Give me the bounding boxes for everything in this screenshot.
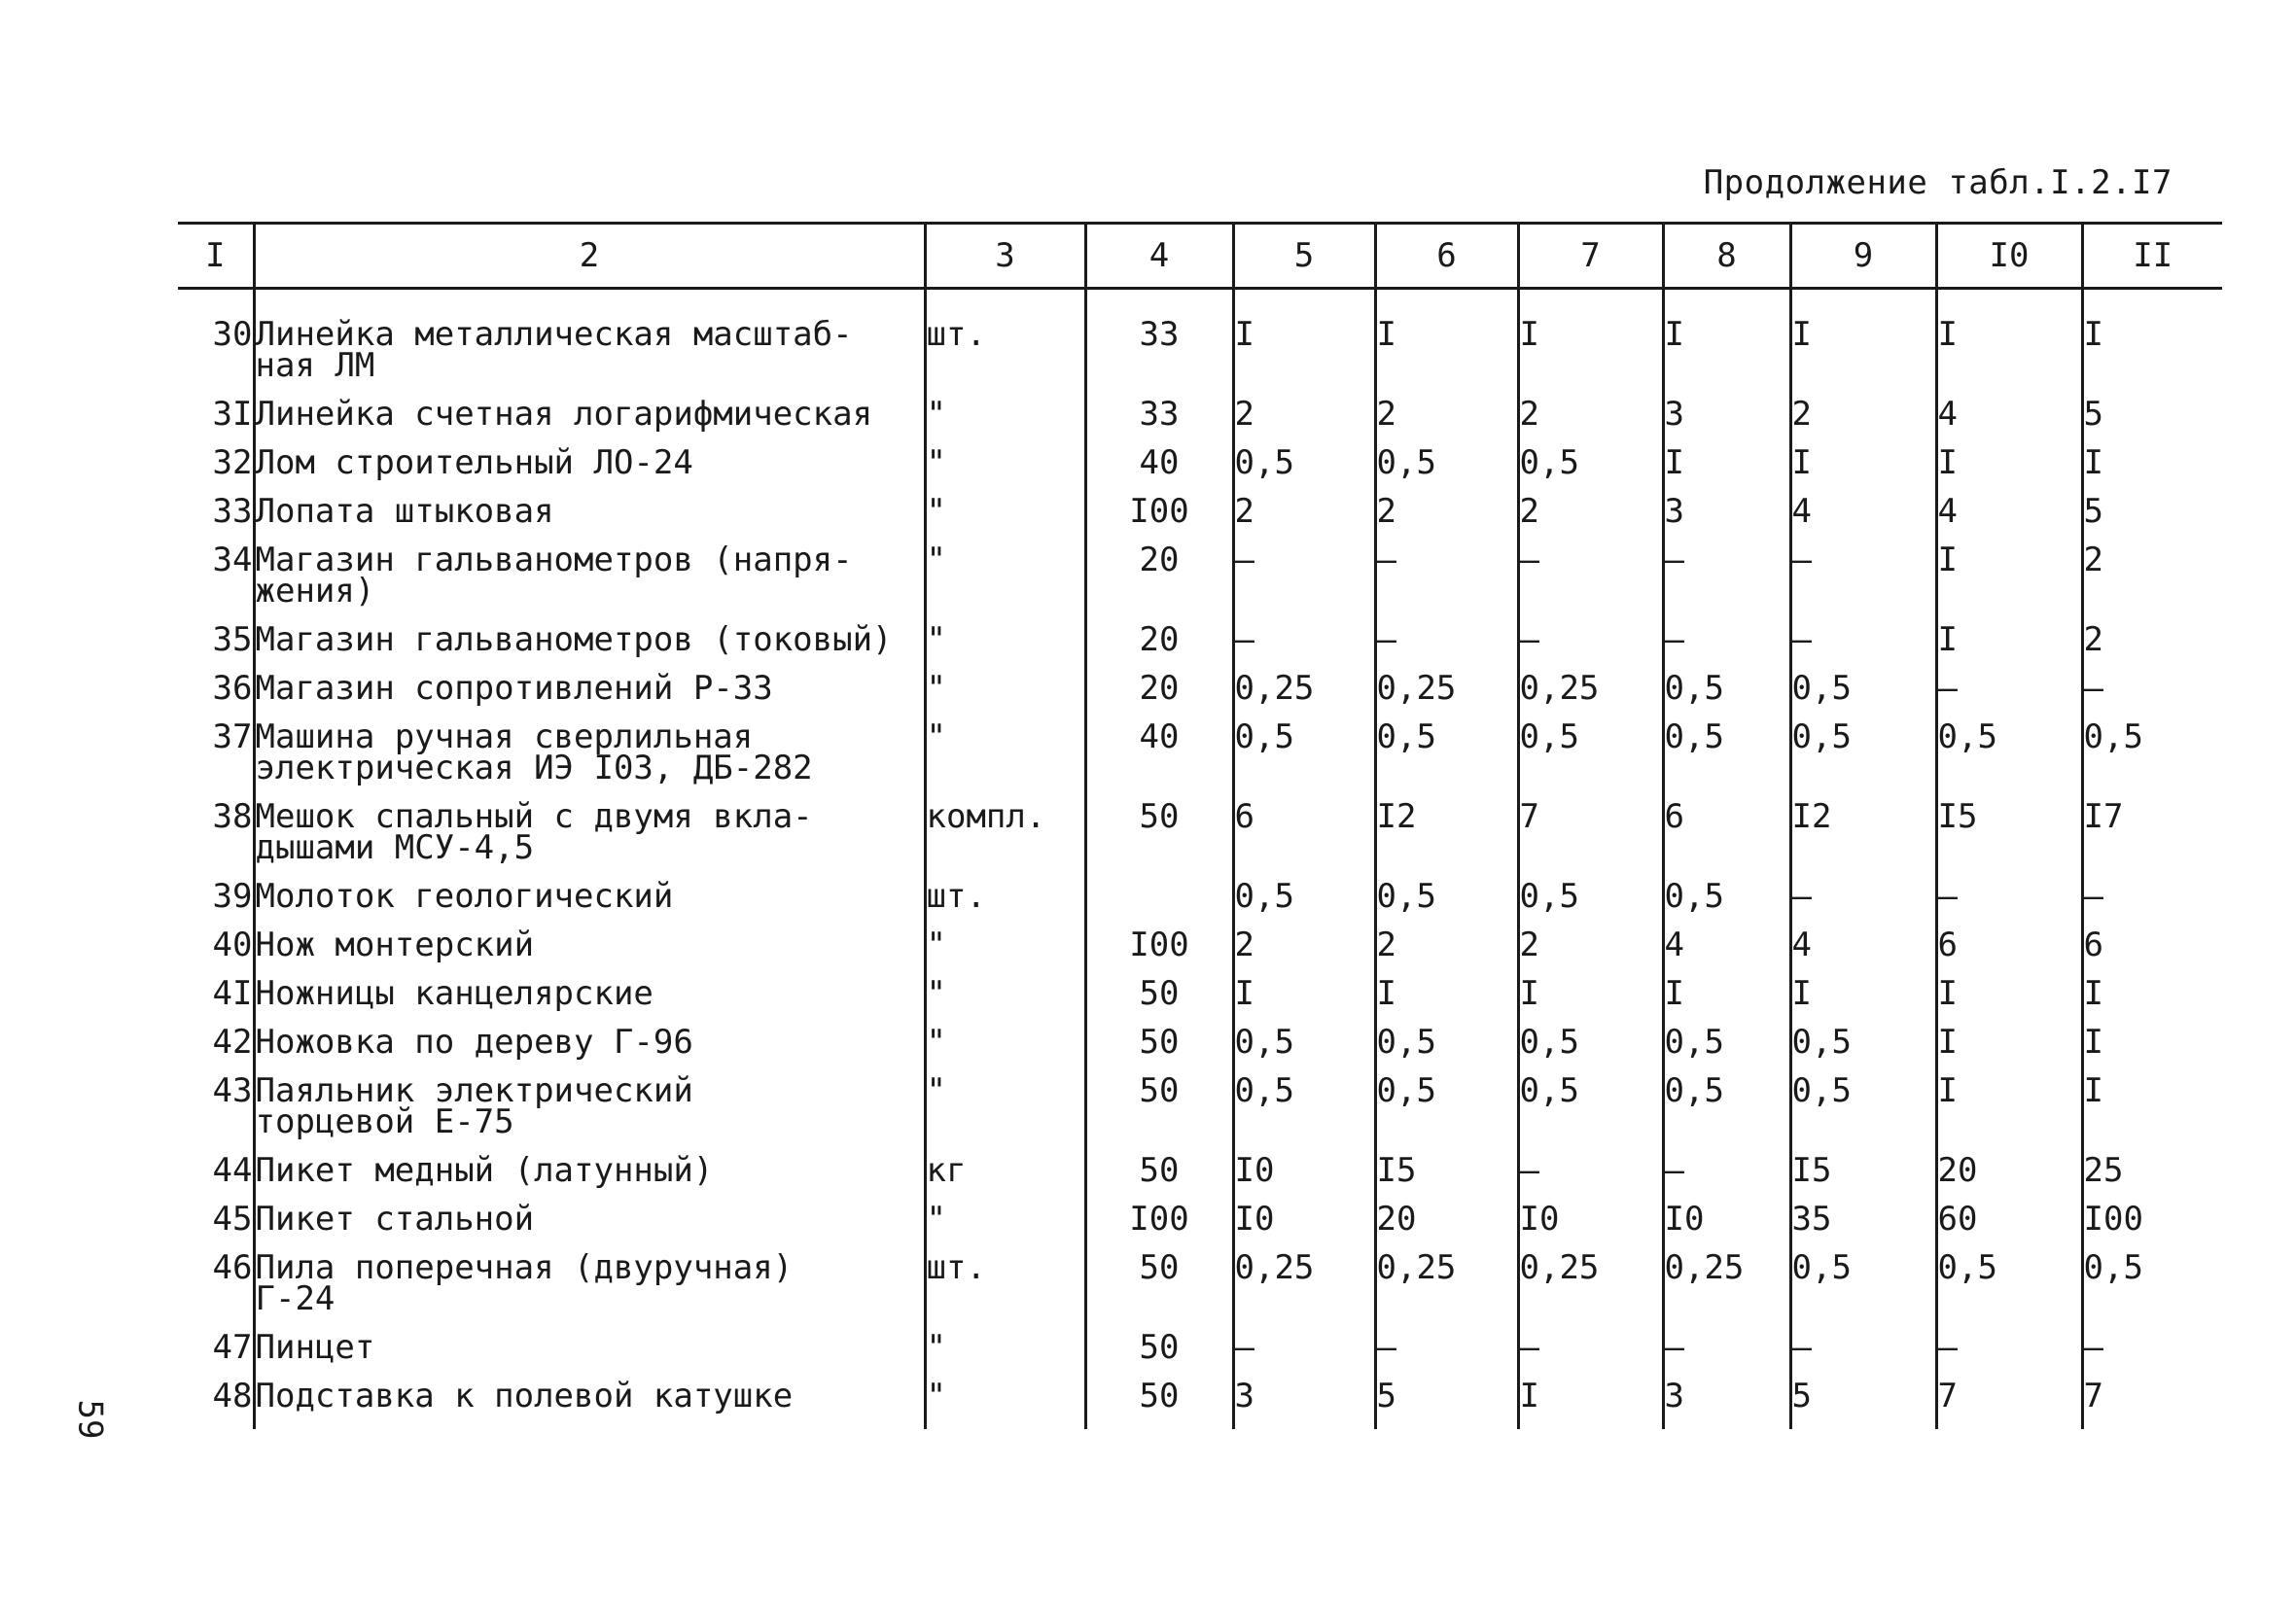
column-header-1: I <box>178 224 254 289</box>
item-name: Лом строительный ЛО-24 <box>254 447 925 496</box>
table-row <box>178 1252 2222 1332</box>
unit: " <box>925 1027 1085 1075</box>
column-header-4: 4 <box>1085 224 1233 289</box>
qty-col-10: 4 <box>1936 399 2082 447</box>
item-name: Молоток геологический <box>254 881 925 929</box>
qty-col-10: 60 <box>1936 1204 2082 1252</box>
qty-col-7: 0,25 <box>1518 673 1663 721</box>
qty-col-11: – <box>2082 881 2222 929</box>
qty-col-8: – <box>1663 1155 1790 1204</box>
qty-col-9: 0,5 <box>1790 1252 1936 1332</box>
qty-col-6: 0,5 <box>1375 447 1518 496</box>
norm-column-4: 50 <box>1085 1380 1233 1429</box>
row-number: 44 <box>212 1151 253 1190</box>
qty-col-11: 2 <box>2082 624 2222 673</box>
unit: " <box>925 496 1085 544</box>
unit: шт. <box>925 881 1085 929</box>
qty-col-5: 2 <box>1233 496 1375 544</box>
item-name: Лопата штыковая <box>254 496 925 544</box>
item-name: Линейка счетная логарифмическая <box>254 399 925 447</box>
norm-column-4: 40 <box>1085 721 1233 801</box>
qty-col-10: 6 <box>1936 929 2082 978</box>
table-row <box>178 447 2222 496</box>
qty-col-7: – <box>1518 624 1663 673</box>
qty-col-5: I0 <box>1233 1204 1375 1252</box>
row-number: 46 <box>212 1248 253 1287</box>
qty-col-5: – <box>1233 544 1375 624</box>
norm-column-4 <box>1085 881 1233 929</box>
column-header-7: 7 <box>1518 224 1663 289</box>
item-name: Нож монтерский <box>254 929 925 978</box>
unit: " <box>925 1075 1085 1155</box>
qty-col-10: I <box>1936 447 2082 496</box>
row-number: 4I <box>212 974 253 1013</box>
unit: " <box>925 978 1085 1027</box>
qty-col-10: I5 <box>1936 801 2082 881</box>
qty-col-7: 0,5 <box>1518 1075 1663 1155</box>
qty-col-10: – <box>1936 1332 2082 1380</box>
qty-col-9: 0,5 <box>1790 721 1936 801</box>
qty-col-7: I <box>1518 289 1663 400</box>
table-row <box>178 289 2222 400</box>
qty-col-5: 0,25 <box>1233 673 1375 721</box>
qty-col-10: 20 <box>1936 1155 2082 1204</box>
qty-col-11: 0,5 <box>2082 721 2222 801</box>
table-row <box>178 1332 2222 1380</box>
unit: " <box>925 624 1085 673</box>
qty-col-9: I5 <box>1790 1155 1936 1204</box>
unit: " <box>925 1380 1085 1429</box>
qty-col-11: I <box>2082 289 2222 400</box>
qty-col-7: I0 <box>1518 1204 1663 1252</box>
row-number: 35 <box>212 620 253 659</box>
table-header-row <box>178 224 2222 289</box>
row-number: 30 <box>212 315 253 354</box>
item-name: Магазин сопротивлений Р-33 <box>254 673 925 721</box>
unit: компл. <box>925 801 1085 881</box>
row-number: 32 <box>212 443 253 482</box>
qty-col-8: – <box>1663 624 1790 673</box>
qty-col-9: I2 <box>1790 801 1936 881</box>
norm-column-4: 50 <box>1085 1075 1233 1155</box>
item-name: Магазин гальванометров (токовый) <box>254 624 925 673</box>
qty-col-10: I <box>1936 978 2082 1027</box>
qty-col-6: I2 <box>1375 801 1518 881</box>
qty-col-7: 0,5 <box>1518 881 1663 929</box>
column-header-10: I0 <box>1936 224 2082 289</box>
qty-col-11: I <box>2082 1075 2222 1155</box>
norm-column-4: 50 <box>1085 1332 1233 1380</box>
qty-col-5: I0 <box>1233 1155 1375 1204</box>
qty-col-6: – <box>1375 1332 1518 1380</box>
table-row <box>178 881 2222 929</box>
column-header-3: 3 <box>925 224 1085 289</box>
norm-column-4: 33 <box>1085 289 1233 400</box>
qty-col-11: I7 <box>2082 801 2222 881</box>
norm-column-4: 20 <box>1085 673 1233 721</box>
qty-col-5: – <box>1233 624 1375 673</box>
column-header-8: 8 <box>1663 224 1790 289</box>
qty-col-10: I <box>1936 624 2082 673</box>
unit: шт. <box>925 1252 1085 1332</box>
qty-col-11: – <box>2082 1332 2222 1380</box>
norm-column-4: 50 <box>1085 801 1233 881</box>
qty-col-7: 7 <box>1518 801 1663 881</box>
qty-col-6: 0,5 <box>1375 1075 1518 1155</box>
qty-col-5: 0,5 <box>1233 1075 1375 1155</box>
row-number: 3I <box>212 395 253 434</box>
qty-col-5: 2 <box>1233 399 1375 447</box>
qty-col-10: – <box>1936 881 2082 929</box>
qty-col-8: I <box>1663 978 1790 1027</box>
unit: кг <box>925 1155 1085 1204</box>
qty-col-9: – <box>1790 881 1936 929</box>
unit: " <box>925 399 1085 447</box>
table-row <box>178 801 2222 881</box>
qty-col-8: 3 <box>1663 399 1790 447</box>
row-number: 40 <box>212 926 253 964</box>
qty-col-6: 0,5 <box>1375 1027 1518 1075</box>
qty-col-9: 0,5 <box>1790 1075 1936 1155</box>
qty-col-8: 0,5 <box>1663 721 1790 801</box>
row-number: 37 <box>212 717 253 756</box>
qty-col-11: 25 <box>2082 1155 2222 1204</box>
table-row <box>178 1155 2222 1204</box>
row-number: 39 <box>212 877 253 916</box>
qty-col-9: I <box>1790 289 1936 400</box>
qty-col-5: 0,5 <box>1233 881 1375 929</box>
qty-col-9: 5 <box>1790 1380 1936 1429</box>
unit: " <box>925 673 1085 721</box>
qty-col-5: 2 <box>1233 929 1375 978</box>
qty-col-7: 0,25 <box>1518 1252 1663 1332</box>
qty-col-11: I <box>2082 447 2222 496</box>
qty-col-7: 0,5 <box>1518 447 1663 496</box>
item-name: Машина ручная сверлильная электрическая ИЭ I03, ДБ-282 <box>254 721 925 801</box>
qty-col-7: 0,5 <box>1518 721 1663 801</box>
table-row <box>178 1380 2222 1429</box>
table-row <box>178 1204 2222 1252</box>
norm-column-4: 40 <box>1085 447 1233 496</box>
norm-column-4: 50 <box>1085 1252 1233 1332</box>
unit: " <box>925 929 1085 978</box>
qty-col-5: 0,5 <box>1233 721 1375 801</box>
equipment-table <box>178 222 2222 1429</box>
qty-col-5: 0,25 <box>1233 1252 1375 1332</box>
qty-col-7: 2 <box>1518 929 1663 978</box>
table-row <box>178 929 2222 978</box>
item-name: Мешок спальный с двумя вкла- дышами МСУ-4,5 <box>254 801 925 881</box>
qty-col-6: 0,25 <box>1375 673 1518 721</box>
column-header-5: 5 <box>1233 224 1375 289</box>
qty-col-5: I <box>1233 289 1375 400</box>
qty-col-8: 3 <box>1663 1380 1790 1429</box>
column-header-6: 6 <box>1375 224 1518 289</box>
table-row <box>178 496 2222 544</box>
qty-col-8: 0,25 <box>1663 1252 1790 1332</box>
qty-col-7: 2 <box>1518 399 1663 447</box>
qty-col-9: 4 <box>1790 496 1936 544</box>
row-number: 36 <box>212 669 253 708</box>
qty-col-8: – <box>1663 1332 1790 1380</box>
qty-col-5: I <box>1233 978 1375 1027</box>
item-name: Пикет стальной <box>254 1204 925 1252</box>
qty-col-11: 0,5 <box>2082 1252 2222 1332</box>
norm-column-4: 50 <box>1085 978 1233 1027</box>
qty-col-6: 2 <box>1375 399 1518 447</box>
qty-col-11: I00 <box>2082 1204 2222 1252</box>
qty-col-9: – <box>1790 1332 1936 1380</box>
row-number: 42 <box>212 1023 253 1062</box>
qty-col-6: – <box>1375 624 1518 673</box>
item-name: Ножовка по дереву Г-96 <box>254 1027 925 1075</box>
item-name: Пила поперечная (двуручная) Г-24 <box>254 1252 925 1332</box>
qty-col-9: 35 <box>1790 1204 1936 1252</box>
item-name: Линейка металлическая масштаб- ная ЛМ <box>254 289 925 400</box>
qty-col-8: I <box>1663 289 1790 400</box>
row-number: 34 <box>212 541 253 579</box>
table-row <box>178 673 2222 721</box>
qty-col-10: I <box>1936 1027 2082 1075</box>
qty-col-5: 6 <box>1233 801 1375 881</box>
qty-col-11: I <box>2082 1027 2222 1075</box>
qty-col-9: 0,5 <box>1790 673 1936 721</box>
table-body <box>178 289 2222 1430</box>
qty-col-7: I <box>1518 1380 1663 1429</box>
row-number: 48 <box>212 1377 253 1415</box>
qty-col-11: – <box>2082 673 2222 721</box>
qty-col-8: 3 <box>1663 496 1790 544</box>
row-number: 45 <box>212 1200 253 1239</box>
qty-col-7: – <box>1518 1332 1663 1380</box>
unit: " <box>925 447 1085 496</box>
table-row <box>178 1075 2222 1155</box>
item-name: Пикет медный (латунный) <box>254 1155 925 1204</box>
qty-col-8: I <box>1663 447 1790 496</box>
qty-col-9: – <box>1790 624 1936 673</box>
qty-col-9: 2 <box>1790 399 1936 447</box>
qty-col-6: 20 <box>1375 1204 1518 1252</box>
table-row <box>178 1027 2222 1075</box>
qty-col-8: 6 <box>1663 801 1790 881</box>
norm-column-4: I00 <box>1085 1204 1233 1252</box>
qty-col-6: I5 <box>1375 1155 1518 1204</box>
unit: " <box>925 544 1085 624</box>
norm-column-4: I00 <box>1085 929 1233 978</box>
table-row <box>178 721 2222 801</box>
qty-col-11: 2 <box>2082 544 2222 624</box>
unit: шт. <box>925 289 1085 400</box>
qty-col-9: 4 <box>1790 929 1936 978</box>
row-number: 38 <box>212 797 253 836</box>
table-row <box>178 544 2222 624</box>
table-row <box>178 399 2222 447</box>
qty-col-8: 4 <box>1663 929 1790 978</box>
table-row <box>178 978 2222 1027</box>
qty-col-8: 0,5 <box>1663 1075 1790 1155</box>
item-name: Ножницы канцелярские <box>254 978 925 1027</box>
qty-col-8: 0,5 <box>1663 673 1790 721</box>
qty-col-9: I <box>1790 978 1936 1027</box>
qty-col-11: 6 <box>2082 929 2222 978</box>
qty-col-10: I <box>1936 544 2082 624</box>
qty-col-11: 5 <box>2082 399 2222 447</box>
item-name: Подставка к полевой катушке <box>254 1380 925 1429</box>
qty-col-10: 4 <box>1936 496 2082 544</box>
column-header-2: 2 <box>254 224 925 289</box>
qty-col-6: I <box>1375 289 1518 400</box>
qty-col-10: 0,5 <box>1936 721 2082 801</box>
row-number: 43 <box>212 1071 253 1110</box>
qty-col-11: 5 <box>2082 496 2222 544</box>
item-name: Магазин гальванометров (напря- жения) <box>254 544 925 624</box>
unit: " <box>925 721 1085 801</box>
table-continuation-caption: Продолжение табл.I.2.I7 <box>1703 163 2172 202</box>
qty-col-10: I <box>1936 289 2082 400</box>
table-row <box>178 624 2222 673</box>
norm-column-4: 50 <box>1085 1155 1233 1204</box>
qty-col-6: I <box>1375 978 1518 1027</box>
qty-col-6: 2 <box>1375 929 1518 978</box>
norm-column-4: 20 <box>1085 544 1233 624</box>
qty-col-7: – <box>1518 544 1663 624</box>
norm-column-4: 20 <box>1085 624 1233 673</box>
qty-col-10: 0,5 <box>1936 1252 2082 1332</box>
qty-col-8: 0,5 <box>1663 881 1790 929</box>
qty-col-7: I <box>1518 978 1663 1027</box>
qty-col-7: 0,5 <box>1518 1027 1663 1075</box>
qty-col-6: 0,5 <box>1375 881 1518 929</box>
qty-col-6: 0,25 <box>1375 1252 1518 1332</box>
qty-col-5: 3 <box>1233 1380 1375 1429</box>
norm-column-4: I00 <box>1085 496 1233 544</box>
unit: " <box>925 1204 1085 1252</box>
qty-col-8: I0 <box>1663 1204 1790 1252</box>
qty-col-9: 0,5 <box>1790 1027 1936 1075</box>
column-header-9: 9 <box>1790 224 1936 289</box>
qty-col-10: I <box>1936 1075 2082 1155</box>
qty-col-8: – <box>1663 544 1790 624</box>
column-header-11: II <box>2082 224 2222 289</box>
row-number: 33 <box>212 492 253 531</box>
row-number: 47 <box>212 1328 253 1367</box>
qty-col-11: 7 <box>2082 1380 2222 1429</box>
qty-col-5: 0,5 <box>1233 447 1375 496</box>
item-name: Паяльник электрический торцевой Е-75 <box>254 1075 925 1155</box>
qty-col-7: – <box>1518 1155 1663 1204</box>
qty-col-10: 7 <box>1936 1380 2082 1429</box>
qty-col-5: – <box>1233 1332 1375 1380</box>
qty-col-9: – <box>1790 544 1936 624</box>
qty-col-7: 2 <box>1518 496 1663 544</box>
qty-col-6: – <box>1375 544 1518 624</box>
page-number: 59 <box>70 1399 110 1440</box>
qty-col-9: I <box>1790 447 1936 496</box>
qty-col-10: – <box>1936 673 2082 721</box>
qty-col-5: 0,5 <box>1233 1027 1375 1075</box>
item-name: Пинцет <box>254 1332 925 1380</box>
unit: " <box>925 1332 1085 1380</box>
norm-column-4: 33 <box>1085 399 1233 447</box>
qty-col-6: 5 <box>1375 1380 1518 1429</box>
qty-col-11: I <box>2082 978 2222 1027</box>
qty-col-6: 0,5 <box>1375 721 1518 801</box>
qty-col-6: 2 <box>1375 496 1518 544</box>
norm-column-4: 50 <box>1085 1027 1233 1075</box>
qty-col-8: 0,5 <box>1663 1027 1790 1075</box>
